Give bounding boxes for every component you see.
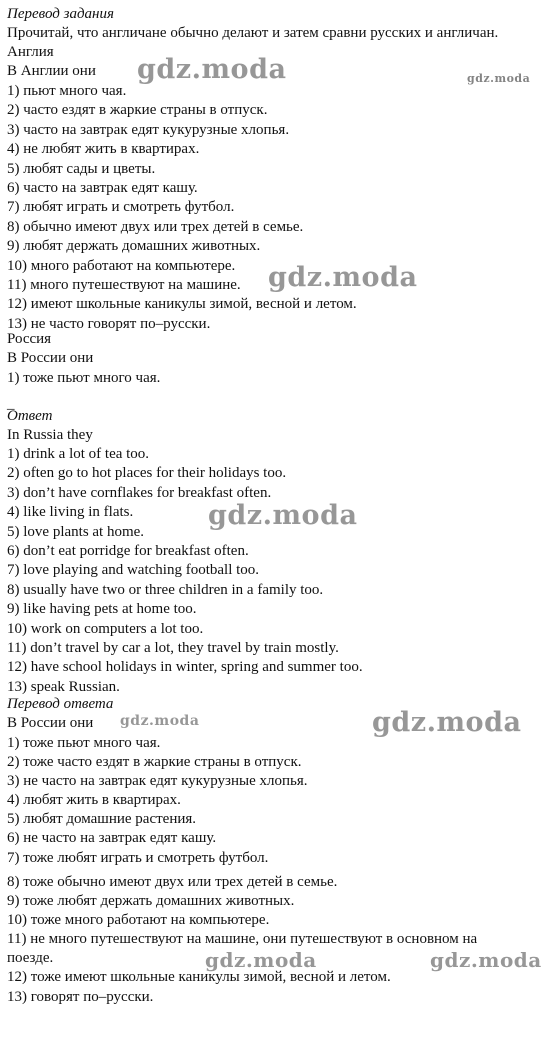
list-item: 6) часто на завтрак едят кашу. xyxy=(7,180,198,196)
russia-list-item: 1) тоже пьют много чая. xyxy=(7,370,161,386)
list-item: 8) обычно имеют двух или трех детей в семье. xyxy=(7,218,304,235)
list-item: 12) имеют школьные каникулы зимой, весной и летом. xyxy=(7,296,357,313)
list-item: 4) не любят жить в квартирах. xyxy=(7,141,200,158)
watermark: gdz.moda xyxy=(208,500,358,531)
list-item: 3) не часто на завтрак едят кукурузные хлопья. xyxy=(7,773,308,789)
list-item: 2) часто ездят в жаркие страны в отпуск. xyxy=(7,102,268,119)
list-item: 2) тоже часто ездят в жаркие страны в отпуск. xyxy=(7,754,302,770)
separator-dash: _ xyxy=(7,396,15,412)
list-item: 11) много путешествуют на машине. xyxy=(7,277,241,293)
list-item: 9) like having pets at home too. xyxy=(7,601,197,618)
list-item: 1) drink a lot of tea too. xyxy=(7,446,150,462)
watermark: gdz.moda xyxy=(467,72,531,85)
list-item: 5) любят сады и цветы. xyxy=(7,160,156,177)
list-item: 10) много работают на компьютере. xyxy=(7,257,236,274)
list-item: 1) тоже пьют много чая. xyxy=(7,735,161,751)
list-item: 12) тоже имеют школьные каникулы зимой, весной и летом. xyxy=(7,969,391,985)
list-item: 11) don’t travel by car a lot, they travel by train mostly. xyxy=(7,640,339,656)
list-item: 4) любят жить в квартирах. xyxy=(7,792,181,808)
watermark: gdz.moda xyxy=(120,713,200,729)
list-item: 7) любят играть и смотреть футбол. xyxy=(7,199,235,216)
list-item: 13) speak Russian. xyxy=(7,678,120,695)
list-item: 2) often go to hot places for their holidays too. xyxy=(7,465,287,482)
list-item: 5) love plants at home. xyxy=(7,523,145,540)
list-item: 9) любят держать домашних животных. xyxy=(7,238,261,255)
list-item: 5) любят домашние растения. xyxy=(7,811,197,827)
watermark: gdz.moda xyxy=(268,262,418,293)
list-item: 4) like living in flats. xyxy=(7,504,134,521)
list-item: 6) don’t eat porridge for breakfast often. xyxy=(7,543,249,559)
list-item: 3) часто на завтрак едят кукурузные хлопья. xyxy=(7,121,290,138)
russia-intro: В России они xyxy=(7,350,94,366)
list-item: 3) don’t have cornflakes for breakfast often. xyxy=(7,484,272,501)
list-item: 8) usually have two or three children in a family too. xyxy=(7,581,324,598)
answer-translation-intro: В России они xyxy=(7,715,94,731)
england-heading: Англия xyxy=(7,44,54,60)
list-item: 6) не часто на завтрак едят кашу. xyxy=(7,830,217,846)
list-item: 10) work on computers a lot too. xyxy=(7,620,204,637)
list-item: поезде. xyxy=(7,950,54,966)
list-item: 1) пьют много чая. xyxy=(7,83,127,99)
list-item: 13) говорят по–русски. xyxy=(7,989,154,1005)
list-item: 7) тоже любят играть и смотреть футбол. xyxy=(7,850,269,866)
task-translation-header: Перевод задания xyxy=(7,6,114,22)
watermark: gdz.moda xyxy=(372,707,522,738)
list-item: 12) have school holidays in winter, spring and summer too. xyxy=(7,659,363,676)
list-item: 11) не много путешествуют на машине, они путешествуют в основном на xyxy=(7,931,478,947)
answer-header: Ответ xyxy=(7,408,53,424)
answer-intro: In Russia they xyxy=(7,427,93,443)
watermark: gdz.moda xyxy=(430,948,542,972)
list-item: 10) тоже много работают на компьютере. xyxy=(7,912,270,928)
task-instruction: Прочитай, что англичане обычно делают и затем сравни русских и англичан. xyxy=(7,25,499,41)
list-item: 13) не часто говорят по–русски. xyxy=(7,315,211,332)
list-item: 7) love playing and watching football too. xyxy=(7,562,260,579)
watermark: gdz.moda xyxy=(205,948,317,972)
watermark: gdz.moda xyxy=(137,54,287,85)
list-item: 8) тоже обычно имеют двух или трех детей в семье. xyxy=(7,874,338,890)
list-item: 9) тоже любят держать домашних животных. xyxy=(7,893,295,909)
answer-translation-header: Перевод ответа xyxy=(7,696,114,712)
england-intro: В Англии они xyxy=(7,63,96,79)
russia-heading: Россия xyxy=(7,331,52,347)
